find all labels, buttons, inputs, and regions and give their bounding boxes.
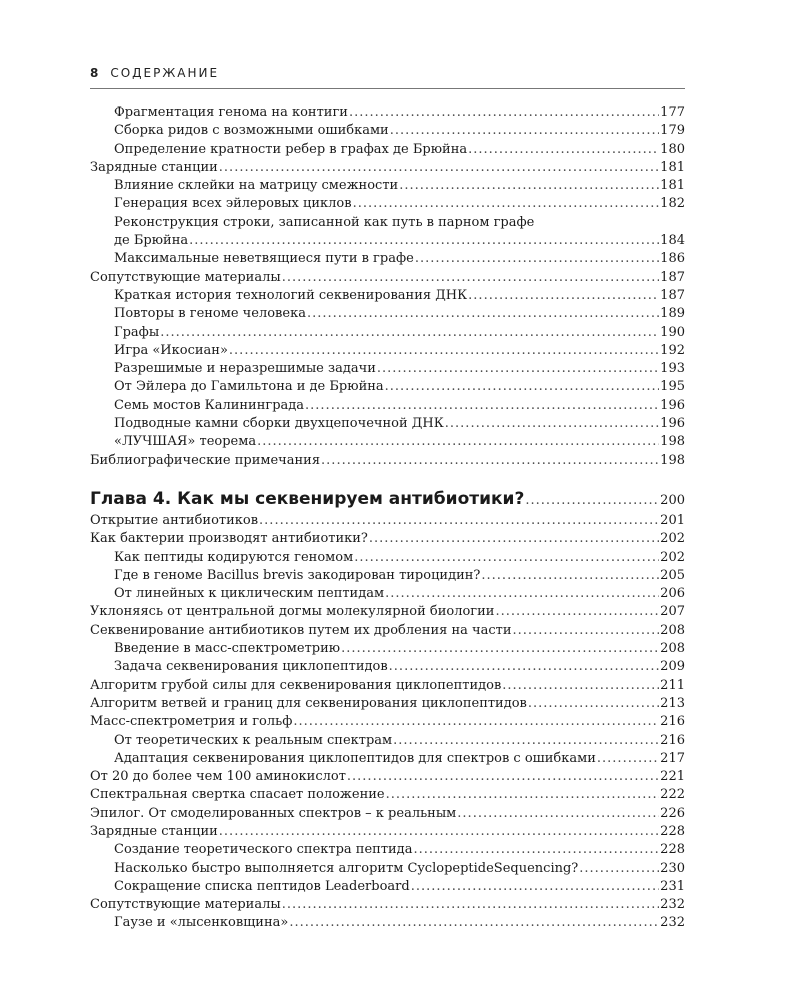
toc-entry-title: Зарядные станции <box>90 159 218 175</box>
toc-entry[interactable] <box>90 122 685 140</box>
toc-entry[interactable] <box>90 378 685 396</box>
leader-dots <box>481 567 659 585</box>
toc-entry-page: 232 <box>660 897 685 913</box>
toc-entry-title: Секвенирование антибиотиков путем их дробления на части <box>90 622 512 638</box>
toc-entry-page: 207 <box>660 604 685 620</box>
leader-dots <box>390 122 659 140</box>
toc-entry-title: Как бактерии производят антибиотики? <box>90 531 368 547</box>
leader-dots <box>389 658 660 676</box>
toc-entry-page: 193 <box>660 361 685 377</box>
toc-entry-title: Алгоритм грубой силы для секвенирования циклопептидов <box>90 677 502 693</box>
leader-dots <box>411 878 659 896</box>
toc-entry-page: 182 <box>660 196 685 212</box>
toc-entry-page: 201 <box>660 512 685 528</box>
toc-entry-title: Подводные камни сборки двухцепочечной ДНК <box>114 416 444 432</box>
toc-entry-title: Влияние склейки на матрицу смежности <box>114 178 399 194</box>
toc-entry-page: 177 <box>660 105 685 120</box>
leader-dots <box>289 914 659 932</box>
toc-entry-page: 213 <box>660 695 685 711</box>
toc-entry-page: 181 <box>660 178 685 194</box>
toc-entry[interactable] <box>90 914 685 932</box>
toc-entry-title: Семь мостов Калининграда <box>114 397 305 413</box>
toc-entry[interactable] <box>90 878 685 896</box>
leader-dots <box>377 360 659 378</box>
toc-entry-title: «ЛУЧШАЯ» теорема <box>114 434 257 450</box>
toc-entry-title: Определение кратности ребер в графах де Брюйна <box>114 141 468 157</box>
toc-entry[interactable] <box>90 177 685 195</box>
toc-entry[interactable] <box>90 768 685 786</box>
toc-entry[interactable] <box>90 530 685 548</box>
toc-entry-title-line2: де Брюйна <box>114 233 189 249</box>
toc-entry-page: 189 <box>660 306 685 322</box>
leader-dots <box>341 640 659 658</box>
leader-dots <box>349 104 659 122</box>
toc-entry-title: Генерация всех эйлеровых циклов <box>114 196 352 212</box>
toc-entry-title: Сокращение списка пептидов Leaderboard <box>114 878 410 894</box>
toc-entry[interactable] <box>90 305 685 323</box>
toc-entry-page: 187 <box>660 287 685 303</box>
leader-dots <box>457 805 659 823</box>
toc-entry[interactable] <box>90 713 685 731</box>
toc-entry-title: От 20 до более чем 100 аминокислот <box>90 769 346 785</box>
leader-dots <box>495 603 659 621</box>
toc-entry-title: Введение в масс-спектрометрию <box>114 641 341 657</box>
toc-entry-title-line1: Реконструкция строки, записанной как путь в парном графе <box>114 214 535 230</box>
toc-entry-title: Адаптация секвенирования циклопептидов для спектров с ошибками <box>114 750 596 766</box>
leader-dots <box>282 896 659 914</box>
leader-dots <box>305 397 659 415</box>
toc-entry-page: 208 <box>660 622 685 638</box>
leader-dots <box>353 195 660 213</box>
toc-entry-title: Повторы в геноме человека <box>114 306 306 322</box>
toc-entry-title: Масс-спектрометрия и гольф <box>90 714 293 730</box>
toc-entry[interactable] <box>90 732 685 750</box>
toc-entry-title: Сборка ридов с возможными ошибками <box>114 123 389 139</box>
toc-entry-page: 206 <box>660 586 685 602</box>
leader-dots <box>385 378 660 396</box>
toc-entry[interactable] <box>90 360 685 378</box>
toc-entry[interactable] <box>90 823 685 841</box>
toc-entry-title: От теоретических к реальным спектрам <box>114 732 393 748</box>
toc-entry[interactable] <box>90 512 685 530</box>
toc-entry-page: 192 <box>660 342 685 358</box>
toc-entry[interactable] <box>90 159 685 177</box>
toc-entry-title: От Эйлера до Гамильтона и де Брюйна <box>114 379 384 395</box>
toc-entry[interactable] <box>90 640 685 658</box>
toc-entry-title: Графы <box>114 324 160 340</box>
toc-entry[interactable] <box>90 141 685 159</box>
toc-entry[interactable] <box>90 896 685 914</box>
toc-entry-page: 198 <box>660 452 685 468</box>
leader-dots <box>413 841 659 859</box>
toc-entry-page: 226 <box>660 805 685 821</box>
page-header <box>90 66 685 89</box>
toc-entry-title: Разрешимые и неразрешимые задачи <box>114 361 376 377</box>
toc-entry[interactable] <box>90 567 685 585</box>
leader-dots <box>468 287 659 305</box>
toc-entry[interactable] <box>90 603 685 621</box>
toc-entry[interactable] <box>90 549 685 567</box>
toc-entry-title: Зарядные станции <box>90 823 218 839</box>
toc-entry-page: 184 <box>660 233 685 249</box>
toc-entry[interactable] <box>90 622 685 640</box>
toc-section-ch4 <box>90 512 685 933</box>
leader-dots <box>579 860 659 878</box>
toc-entry-title: Гаузе и «лысенковщина» <box>114 915 289 931</box>
leader-dots <box>502 677 659 695</box>
leader-dots <box>513 622 660 640</box>
toc-entry-title: Алгоритм ветвей и границ для секвенирования циклопептидов <box>90 695 527 711</box>
toc-entry-page: 232 <box>660 915 685 931</box>
toc-entry-page: 202 <box>660 549 685 565</box>
leader-dots <box>219 823 659 841</box>
running-title: СОДЕРЖАНИЕ <box>110 66 220 80</box>
toc-entry-page: 217 <box>660 750 685 766</box>
toc-entry-title: Фрагментация генома на контиги <box>114 105 348 120</box>
toc-entry-page: 179 <box>660 123 685 139</box>
leader-dots <box>321 452 659 470</box>
toc-entry-page: 186 <box>660 251 685 267</box>
toc-entry[interactable] <box>90 433 685 451</box>
toc-entry-title: Краткая история технологий секвенирования ДНК <box>114 287 468 303</box>
toc-entry[interactable] <box>90 677 685 695</box>
toc-entry-page: 211 <box>660 677 685 693</box>
leader-dots <box>468 141 659 159</box>
toc-entry-page: 228 <box>660 842 685 858</box>
leader-dots <box>282 269 659 287</box>
leader-dots <box>259 512 659 530</box>
leader-dots <box>257 433 659 451</box>
toc-entry[interactable] <box>90 750 685 768</box>
toc-entry-title: Как пептиды кодируются геномом <box>114 549 354 565</box>
toc-entry[interactable] <box>90 860 685 878</box>
leader-dots <box>415 250 659 268</box>
chapter-title: Глава 4. Как мы секвенируем антибиотики? <box>90 488 525 509</box>
toc-entry[interactable] <box>90 269 685 287</box>
leader-dots <box>293 713 659 731</box>
leader-dots <box>525 490 659 512</box>
toc-entry[interactable] <box>90 287 685 305</box>
page-number: 8 <box>90 66 99 80</box>
toc-entry-page: 198 <box>660 434 685 450</box>
toc-entry-page: 222 <box>660 787 685 803</box>
toc-entry[interactable] <box>90 841 685 859</box>
toc-entry-page: 181 <box>660 159 685 175</box>
toc-entry-page: 208 <box>660 641 685 657</box>
toc-entry[interactable] <box>90 452 685 470</box>
toc-entry-page: 195 <box>660 379 685 395</box>
toc-entry-page: 216 <box>660 732 685 748</box>
leader-dots <box>347 768 659 786</box>
toc-entry-title: Создание теоретического спектра пептида <box>114 842 413 858</box>
toc-entry[interactable] <box>90 342 685 360</box>
toc-entry-page: 216 <box>660 714 685 730</box>
table-of-contents <box>90 104 685 933</box>
toc-entry[interactable] <box>90 250 685 268</box>
toc-entry[interactable] <box>90 415 685 433</box>
toc-entry[interactable] <box>90 104 685 122</box>
leader-dots <box>354 549 659 567</box>
leader-dots <box>597 750 659 768</box>
leader-dots <box>369 530 659 548</box>
toc-entry-title: Максимальные неветвящиеся пути в графе <box>114 251 414 267</box>
toc-entry[interactable] <box>90 695 685 713</box>
toc-entry-page: 180 <box>660 141 685 157</box>
toc-entry-page: 209 <box>660 659 685 675</box>
toc-entry[interactable] <box>90 786 685 804</box>
toc-entry-page: 231 <box>660 878 685 894</box>
toc-entry-title: От линейных к циклическим пептидам <box>114 586 385 602</box>
toc-entry[interactable] <box>90 805 685 823</box>
toc-entry-title: Игра «Икосиан» <box>114 342 228 358</box>
leader-dots <box>307 305 659 323</box>
toc-entry-title: Насколько быстро выполняется алгоритм CyclopeptideSequencing? <box>114 860 579 876</box>
leader-dots <box>385 585 659 603</box>
toc-section-ch3-part <box>90 104 685 214</box>
toc-entry-page: 202 <box>660 531 685 547</box>
toc-entry-page: 230 <box>660 860 685 876</box>
toc-entry-title: Сопутствующие материалы <box>90 269 281 285</box>
toc-section-ch3-rest <box>90 250 685 470</box>
leader-dots <box>189 232 659 250</box>
toc-entry-page: 187 <box>660 269 685 285</box>
toc-entry-page: 221 <box>660 769 685 785</box>
leader-dots <box>393 732 659 750</box>
leader-dots <box>160 324 659 342</box>
leader-dots <box>399 177 659 195</box>
leader-dots <box>386 786 660 804</box>
toc-entry-title: Задача секвенирования циклопептидов <box>114 659 388 675</box>
toc-entry-page: 205 <box>660 567 685 583</box>
toc-entry-page: 190 <box>660 324 685 340</box>
toc-entry-page: 196 <box>660 397 685 413</box>
toc-chapter-heading[interactable] <box>90 488 685 510</box>
toc-entry-title: Где в геноме Bacillus brevis закодирован тироцидин? <box>114 567 481 583</box>
leader-dots <box>229 342 659 360</box>
leader-dots <box>445 415 659 433</box>
toc-entry[interactable] <box>90 658 685 676</box>
toc-entry[interactable] <box>90 195 685 213</box>
leader-dots <box>219 159 659 177</box>
toc-entry-page: 228 <box>660 823 685 839</box>
chapter-page: 200 <box>660 492 685 508</box>
toc-entry-title: Сопутствующие материалы <box>90 897 281 913</box>
toc-entry-title: Эпилог. От смоделированных спектров – к реальным <box>90 805 457 821</box>
leader-dots <box>528 695 659 713</box>
toc-entry-title: Открытие антибиотиков <box>90 512 259 528</box>
toc-entry-title: Уклоняясь от центральной догмы молекулярной биологии <box>90 604 495 620</box>
toc-entry-wrapped[interactable] <box>90 214 685 251</box>
toc-entry[interactable] <box>90 324 685 342</box>
toc-entry-title: Библиографические примечания <box>90 452 321 468</box>
toc-entry-page: 196 <box>660 416 685 432</box>
toc-entry[interactable] <box>90 585 685 603</box>
toc-entry[interactable] <box>90 397 685 415</box>
toc-entry-title: Спектральная свертка спасает положение <box>90 787 385 803</box>
